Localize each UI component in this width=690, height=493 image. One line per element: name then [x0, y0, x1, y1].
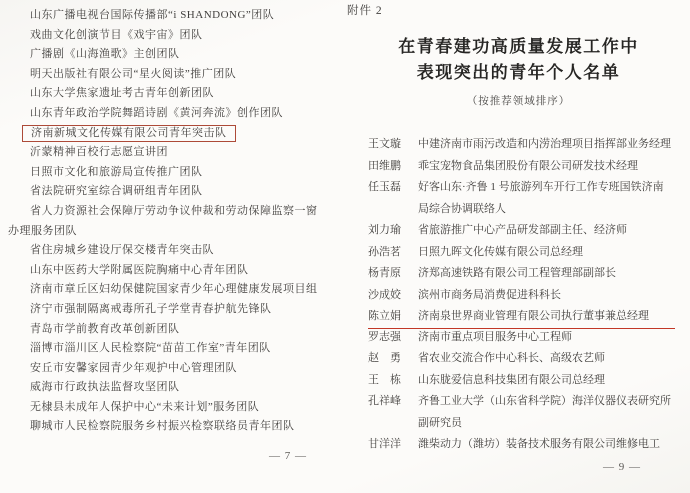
person-title: 好客山东·齐鲁 1 号旅游列车开行工作专班国铁济南局综合协调联络人 [418, 181, 664, 215]
team-name-text: 威海市行政执法监督攻坚团队 [30, 381, 180, 394]
team-name-text: 广播剧《山海渔歌》主创团队 [30, 48, 180, 61]
person-title: 济郑高速铁路有限公司工程管理部副部长 [418, 267, 616, 279]
team-name-text: 省人力资源社会保障厅劳动争议仲裁和劳动保障监察一窗办理服务团队 [8, 204, 318, 237]
page-number-left: — 7 — [269, 450, 307, 463]
person-row [368, 285, 675, 307]
person-row [368, 263, 675, 285]
team-name-text: 山东广播电视台国际传播部“i SHANDONG”团队 [30, 9, 275, 21]
team-list-item [8, 339, 325, 359]
team-name-text: 日照市文化和旅游局宣传推广团队 [30, 165, 203, 178]
team-list-item [8, 241, 325, 261]
team-name-text: 无棣县未成年人保护中心“未来计划”服务团队 [30, 400, 260, 413]
person-name: 孙浩茗 [368, 245, 401, 258]
team-list-item [8, 300, 325, 320]
team-list-item [8, 26, 325, 46]
team-list-item [8, 143, 325, 163]
team-name-text: 山东青年政治学院舞蹈诗剧《黄河奔流》创作团队 [30, 106, 283, 119]
person-row [368, 391, 675, 434]
person-name: 甘洋洋 [368, 438, 401, 451]
person-title: 中建济南市雨污改造和内涝治理项目指挥部业务经理 [418, 138, 671, 150]
team-name-text: 戏曲文化创演节目《戏宇宙》团队 [30, 28, 203, 41]
team-name-text: 省法院研究室综合调研组青年团队 [30, 185, 203, 198]
team-name-text: 济南市章丘区妇幼保健院国家青少年心理健康发展项目组 [30, 283, 318, 296]
team-name-text: 淄博市淄川区人民检察院“苗苗工作室”青年团队 [30, 342, 271, 355]
attachment-label: 附件 2 [347, 5, 383, 17]
person-title: 乖宝宠物食品集团股份有限公司研发技术经理 [418, 159, 638, 172]
team-name-text: 明天出版社有限公司“星火阅读”推广团队 [30, 67, 237, 80]
team-list-item [8, 280, 325, 300]
page-right [345, 0, 690, 493]
team-name-text: 省住房城乡建设厅保交楼青年突击队 [30, 244, 214, 257]
doc-title-line2: 表现突出的青年个人名单 [416, 63, 621, 82]
person-row [368, 177, 675, 220]
person-title: 省旅游推广中心产品研发部副主任、经济师 [418, 224, 627, 236]
person-row [368, 348, 675, 370]
team-list-item [8, 104, 325, 124]
team-list-item [8, 163, 325, 183]
person-title: 省农业交流合作中心科长、高级农艺师 [418, 352, 605, 365]
team-list [8, 6, 340, 437]
person-row [368, 370, 675, 392]
team-list-item [8, 124, 325, 144]
team-name-text: 山东中医药大学附属医院胸痛中心青年团队 [30, 263, 249, 276]
person-title: 潍柴动力（潍坊）装备技术服务有限公司维修电工 [418, 438, 660, 451]
team-list-item [8, 65, 325, 85]
team-list-item [8, 261, 325, 281]
team-list-item [8, 182, 325, 202]
doc-title-line1: 在青春建功高质量发展工作中 [398, 37, 639, 56]
person-title: 齐鲁工业大学（山东省科学院）海洋仪器仪表研究所副研究员 [418, 395, 671, 429]
person-row [368, 327, 675, 349]
doc-title [347, 34, 690, 86]
team-name-text: 聊城市人民检察院服务乡村振兴检察联络员青年团队 [30, 420, 295, 433]
person-name: 王文璇 [368, 138, 401, 150]
team-name-text: 济南新城文化传媒有限公司青年突击队 [22, 125, 236, 142]
team-name-text: 济宁市强制隔离戒毒所孔子学堂青春护航先锋队 [30, 302, 272, 315]
team-list-item [8, 320, 325, 340]
person-row [368, 220, 675, 242]
person-row [368, 434, 675, 456]
person-name: 孔祥峰 [368, 395, 401, 408]
page-number-right: — 9 — [603, 460, 641, 473]
team-list-item [8, 45, 325, 65]
person-name: 杨青原 [368, 267, 401, 279]
person-name: 田维鹏 [368, 159, 401, 172]
doc-subtitle: （按推荐领域排序） [466, 96, 571, 107]
person-title: 济南泉世界商业管理有限公司执行董事兼总经理 [418, 310, 649, 322]
team-name-text: 青岛市学前教育改革创新团队 [30, 322, 180, 335]
person-title: 山东胧爱信息科技集团有限公司总经理 [418, 373, 605, 386]
person-title: 滨州市商务局消费促进科科长 [418, 288, 561, 301]
person-name: 陈立娟 [368, 310, 401, 322]
person-name: 罗志强 [368, 330, 401, 343]
person-row [368, 242, 675, 264]
team-list-item [8, 398, 325, 418]
team-name-text: 山东大学焦家遗址考古青年创新团队 [30, 87, 214, 100]
person-name: 任玉磊 [368, 181, 401, 193]
team-list-item [8, 84, 325, 104]
team-list-item [8, 6, 325, 26]
team-name-text: 安丘市安馨家园青少年观护中心管理团队 [30, 361, 237, 374]
team-list-item [8, 359, 325, 379]
person-row [368, 306, 675, 329]
person-name: 刘力瑜 [368, 224, 401, 236]
person-name: 赵 勇 [368, 352, 401, 365]
person-name: 沙成姣 [368, 288, 401, 301]
person-title: 济南市重点项目服务中心工程师 [418, 330, 572, 343]
person-row [368, 134, 675, 156]
person-name: 王 栋 [368, 373, 401, 386]
person-row [368, 156, 675, 178]
team-list-item [8, 202, 325, 241]
individual-list [347, 134, 690, 456]
team-list-item [8, 378, 325, 398]
team-name-text: 沂蒙精神百校行志愿宣讲团 [30, 146, 168, 159]
page-left [0, 0, 340, 493]
team-list-item [8, 417, 325, 437]
person-title: 日照九晖文化传媒有限公司总经理 [418, 245, 583, 258]
